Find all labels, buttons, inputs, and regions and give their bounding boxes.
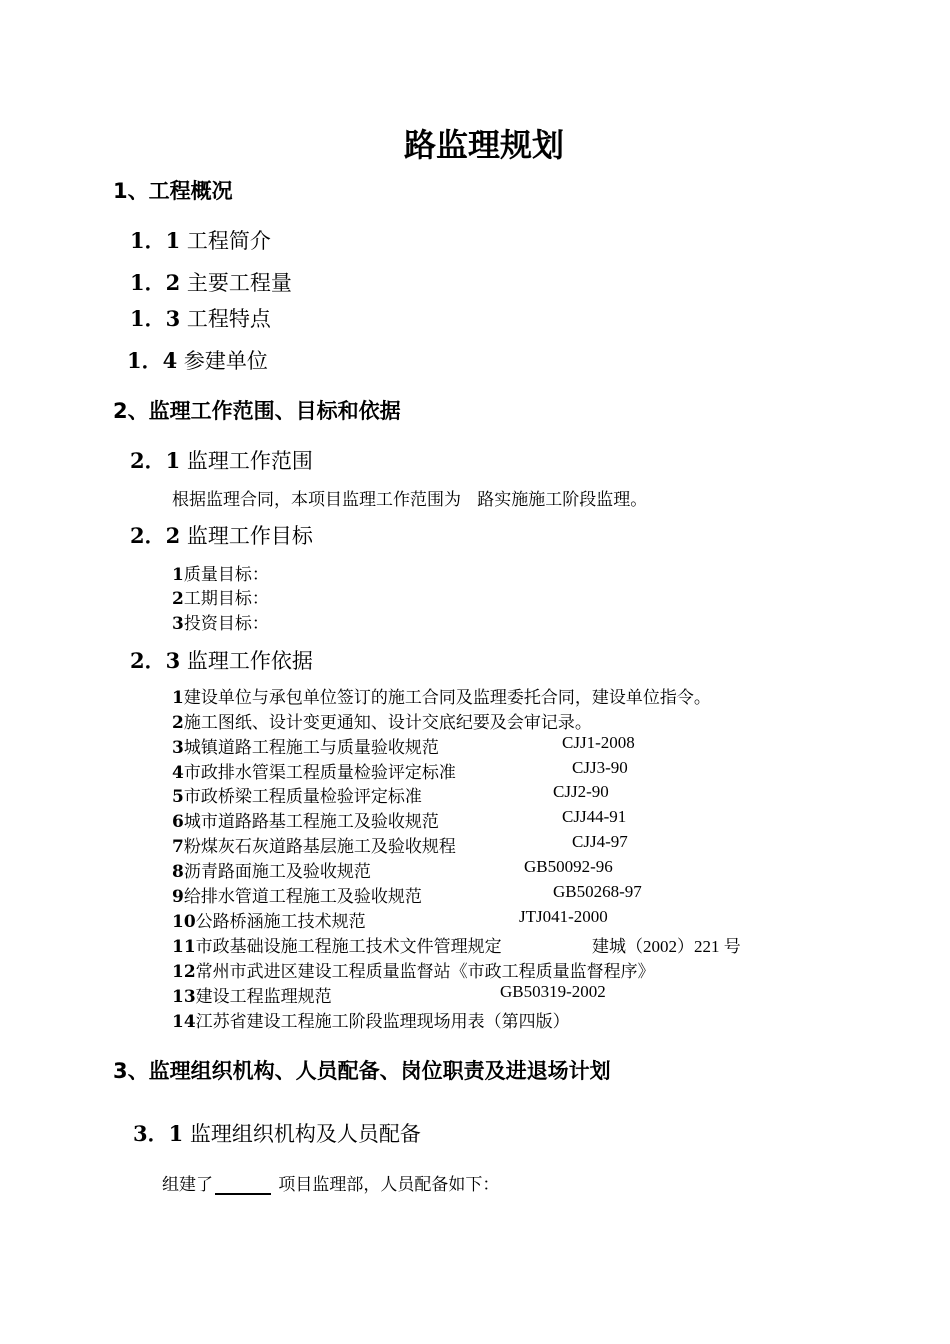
subsection-number: 2．1 <box>130 448 181 473</box>
list-item <box>172 907 366 932</box>
standard-code: CJJ4-97 <box>572 832 628 851</box>
list-item <box>172 957 655 982</box>
item-number: 3 <box>172 614 184 634</box>
item-text: 建设单位与承包单位签订的施工合同及监理委托合同，建设单位指令。 <box>183 688 711 708</box>
item-number: 11 <box>172 937 196 957</box>
standard-code: GB50268-97 <box>553 882 642 901</box>
list-item <box>172 733 439 758</box>
subsection-number: 1．2 <box>130 270 181 295</box>
subsection-label: 参建单位 <box>183 349 268 373</box>
item-text: 公路桥涵施工技术规范 <box>195 912 366 932</box>
item-text: 施工图纸、设计变更通知、设计交底纪要及会审记录。 <box>183 713 592 733</box>
item-text: 建设工程监理规范 <box>195 987 332 1007</box>
subsection-label: 工程特点 <box>186 307 271 331</box>
subsection-2-3 <box>130 645 313 675</box>
scope-paragraph: 根据监理合同，本项目监理工作范围为 路实施施工阶段监理。 <box>172 490 648 510</box>
subsection-2-2 <box>130 520 313 550</box>
item-text: 投资目标： <box>183 614 269 634</box>
standard-code: GB50092-96 <box>524 857 613 876</box>
list-item <box>172 758 456 783</box>
staffing-text-after: 项目监理部，人员配备如下： <box>273 1175 500 1195</box>
item-number: 3 <box>172 738 184 758</box>
page-title: 路监理规划 <box>404 126 565 164</box>
subsection-number: 1．4 <box>127 348 178 373</box>
subsection-number: 2．3 <box>130 648 181 673</box>
subsection-3-1 <box>133 1118 421 1148</box>
subsection-label: 主要工程量 <box>186 271 292 295</box>
fill-in-blank[interactable] <box>215 1177 271 1195</box>
item-text: 城市道路路基工程施工及验收规范 <box>183 812 439 832</box>
list-item <box>172 807 439 832</box>
item-text: 市政基础设施工程施工技术文件管理规定 <box>195 937 502 957</box>
item-number: 4 <box>172 763 184 783</box>
standard-code: 建城（2002）221 号 <box>592 937 741 956</box>
staffing-paragraph <box>162 1170 499 1195</box>
subsection-2-1 <box>130 445 313 475</box>
standard-code: GB50319-2002 <box>500 982 606 1001</box>
item-text: 城镇道路工程施工与质量验收规范 <box>183 738 439 758</box>
list-item <box>172 708 592 733</box>
staffing-text-before: 组建了 <box>162 1175 213 1195</box>
list-item <box>172 584 269 609</box>
item-text: 质量目标： <box>183 565 269 585</box>
item-number: 10 <box>172 912 196 932</box>
item-number: 6 <box>172 812 184 832</box>
item-text: 粉煤灰石灰道路基层施工及验收规程 <box>183 837 456 857</box>
item-text: 沥青路面施工及验收规范 <box>183 862 371 882</box>
item-number: 2 <box>172 713 184 733</box>
item-number: 14 <box>172 1012 196 1032</box>
item-number: 9 <box>172 887 184 907</box>
item-number: 7 <box>172 837 184 857</box>
subsection-label: 监理工作目标 <box>186 524 313 548</box>
subsection-label: 监理工作范围 <box>186 449 313 473</box>
item-text: 市政桥梁工程质量检验评定标准 <box>183 787 422 807</box>
standard-code: CJJ1-2008 <box>562 733 635 752</box>
standard-code: CJJ44-91 <box>562 807 627 826</box>
list-item <box>172 683 711 708</box>
subsection-label: 工程简介 <box>186 229 271 253</box>
section-2-heading: 2、监理工作范围、目标和依据 <box>113 399 401 423</box>
subsection-1-2 <box>130 267 292 297</box>
standard-code: JTJ041-2000 <box>519 907 608 926</box>
subsection-number: 3．1 <box>133 1121 184 1146</box>
subsection-number: 1．3 <box>130 306 181 331</box>
section-3-heading: 3、监理组织机构、人员配备、岗位职责及进退场计划 <box>113 1059 611 1083</box>
list-item <box>172 782 422 807</box>
list-item <box>172 932 502 957</box>
standard-code: CJJ2-90 <box>553 782 609 801</box>
item-text: 给排水管道工程施工及验收规范 <box>183 887 422 907</box>
subsection-number: 2．2 <box>130 523 181 548</box>
list-item <box>172 609 269 634</box>
section-1-heading: 1、工程概况 <box>113 179 233 203</box>
list-item <box>172 857 371 882</box>
item-number: 1 <box>172 565 184 585</box>
list-item <box>172 982 332 1007</box>
list-item <box>172 832 456 857</box>
item-number: 8 <box>172 862 184 882</box>
list-item <box>172 560 269 585</box>
item-number: 5 <box>172 787 184 807</box>
subsection-1-3 <box>130 303 271 333</box>
subsection-1-1 <box>130 225 271 255</box>
item-text: 常州市武进区建设工程质量监督站《市政工程质量监督程序》 <box>195 962 655 982</box>
subsection-number: 1．1 <box>130 228 181 253</box>
item-number: 2 <box>172 589 184 609</box>
list-item <box>172 882 422 907</box>
item-number: 1 <box>172 688 184 708</box>
item-text: 市政排水管渠工程质量检验评定标准 <box>183 763 456 783</box>
subsection-label: 监理工作依据 <box>186 649 313 673</box>
item-text: 江苏省建设工程施工阶段监理现场用表（第四版） <box>195 1012 570 1032</box>
standard-code: CJJ3-90 <box>572 758 628 777</box>
subsection-label: 监理组织机构及人员配备 <box>189 1122 421 1146</box>
list-item <box>172 1007 570 1032</box>
item-number: 13 <box>172 987 196 1007</box>
item-number: 12 <box>172 962 196 982</box>
item-text: 工期目标： <box>183 589 269 609</box>
subsection-1-4 <box>127 345 268 375</box>
